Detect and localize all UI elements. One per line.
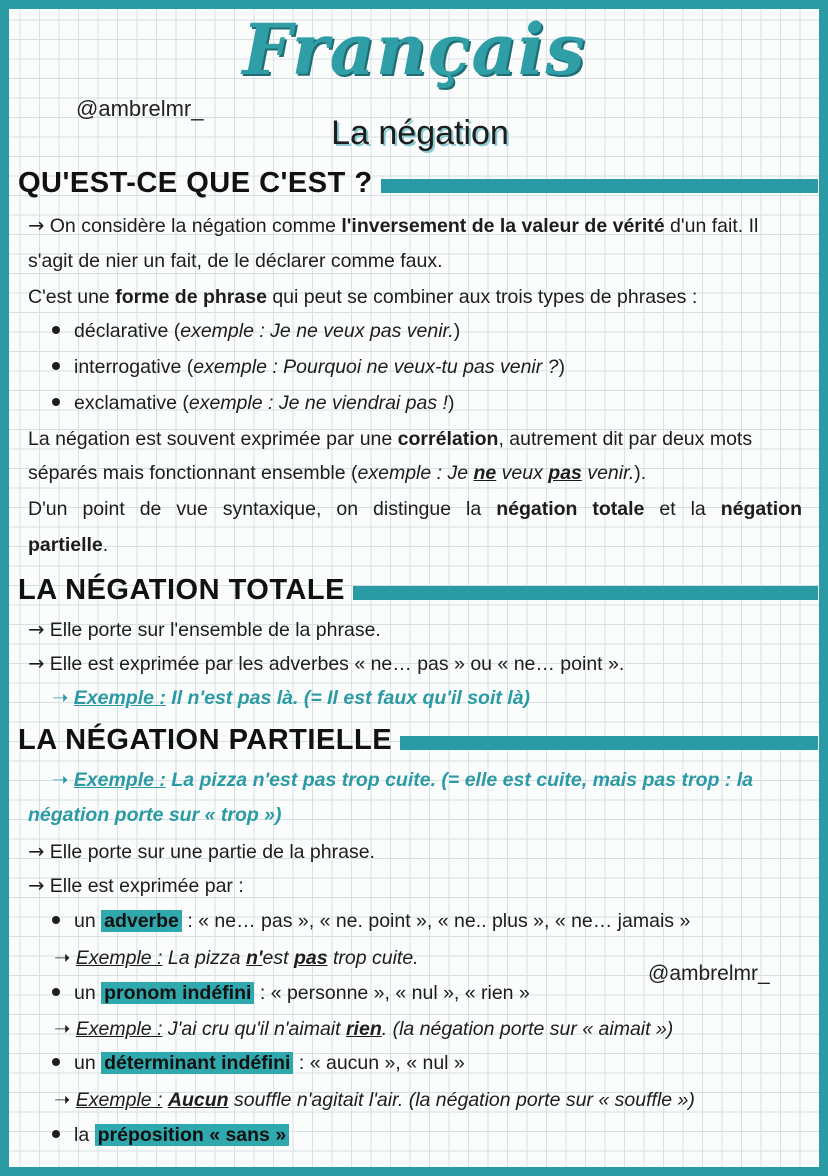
heading-bar [353,586,818,600]
text-line: D'un point de vue syntaxique, on distingue la négation totale et la négation [28,498,802,520]
text-line: → Elle porte sur une partie de la phrase. [28,840,375,863]
section-heading-total [18,570,818,610]
list-item: la préposition « sans » [28,1118,802,1153]
small-arrow-icon: ➝ [52,686,69,709]
text-line: → Elle est exprimée par les adverbes « ne… pas » ou « ne… point ». [28,652,625,675]
list-item: déclarative (exemple : Je ne veux pas venir.) [28,314,802,349]
text-line: séparés mais fonctionnant ensemble (exemple : Je ne veux pas venir.). [28,462,647,484]
author-credit: @ambrelmr_ [76,96,204,121]
list-item: un déterminant indéfini : « aucun », « nul » [28,1046,802,1081]
arrow-icon: → [28,874,45,897]
text-line: → Elle porte sur l'ensemble de la phrase. [28,618,381,641]
page-title: Français [242,8,586,91]
list-item: interrogative (exemple : Pourquoi ne veux-tu pas venir ?) [28,350,802,385]
example-line: ➝ Exemple : J'ai cru qu'il n'aimait rien. (la négation porte sur « aimait ») [54,1017,674,1040]
bullet-icon [52,326,60,334]
text-line: partielle. [28,534,109,556]
list-item: un adverbe : « ne… pas », « ne. point », « ne.. plus », « ne… jamais » [28,904,802,939]
arrow-icon: → [28,840,45,863]
example-line: ➝ Exemple : La pizza n'est pas trop cuite. [54,946,419,969]
heading-bar [400,736,818,750]
text-line: → On considère la négation comme l'inversement de la valeur de vérité d'un fait. Il [28,214,759,237]
bullet-icon [52,1058,60,1066]
example-line: négation porte sur « trop ») [28,804,282,826]
small-arrow-icon: ➝ [52,768,69,791]
heading-text: QU'EST-CE QUE C'EST ? [18,166,373,199]
heading-bar [381,179,818,193]
arrow-icon: → [28,618,45,641]
text-line: → Elle est exprimée par : [28,874,244,897]
heading-text: LA NÉGATION TOTALE [18,573,345,606]
text-line: La négation est souvent exprimée par une corrélation, autrement dit par deux mots [28,428,753,450]
example-line: ➝ Exemple : Aucun souffle n'agitait l'air. (la négation porte sur « souffle ») [54,1088,695,1111]
arrow-icon: → [28,214,45,237]
bullet-icon [52,1130,60,1138]
bullet-icon [52,916,60,924]
list-item: un pronom indéfini : « personne », « nul », « rien » [28,976,802,1011]
small-arrow-icon: ➝ [54,1017,71,1040]
bullet-icon [52,362,60,370]
small-arrow-icon: ➝ [54,1088,71,1111]
example-line: ➝ Exemple : Il n'est pas là. (= Il est faux qu'il soit là) [52,686,531,709]
page-subtitle: La négation [331,114,509,152]
heading-text: LA NÉGATION PARTIELLE [18,723,393,756]
text-line: s'agit de nier un fait, de le déclarer comme faux. [28,250,443,272]
section-heading-definition [18,163,818,203]
example-line: ➝ Exemple : La pizza n'est pas trop cuite. (= elle est cuite, mais pas trop : la [52,768,753,791]
author-credit: @ambrelmr_ [648,962,770,985]
section-heading-partial [18,720,818,760]
text-line: C'est une forme de phrase qui peut se combiner aux trois types de phrases : [28,286,698,308]
small-arrow-icon: ➝ [54,946,71,969]
bullet-icon [52,398,60,406]
list-item: exclamative (exemple : Je ne viendrai pas !) [28,386,802,421]
bullet-icon [52,988,60,996]
arrow-icon: → [28,652,45,675]
